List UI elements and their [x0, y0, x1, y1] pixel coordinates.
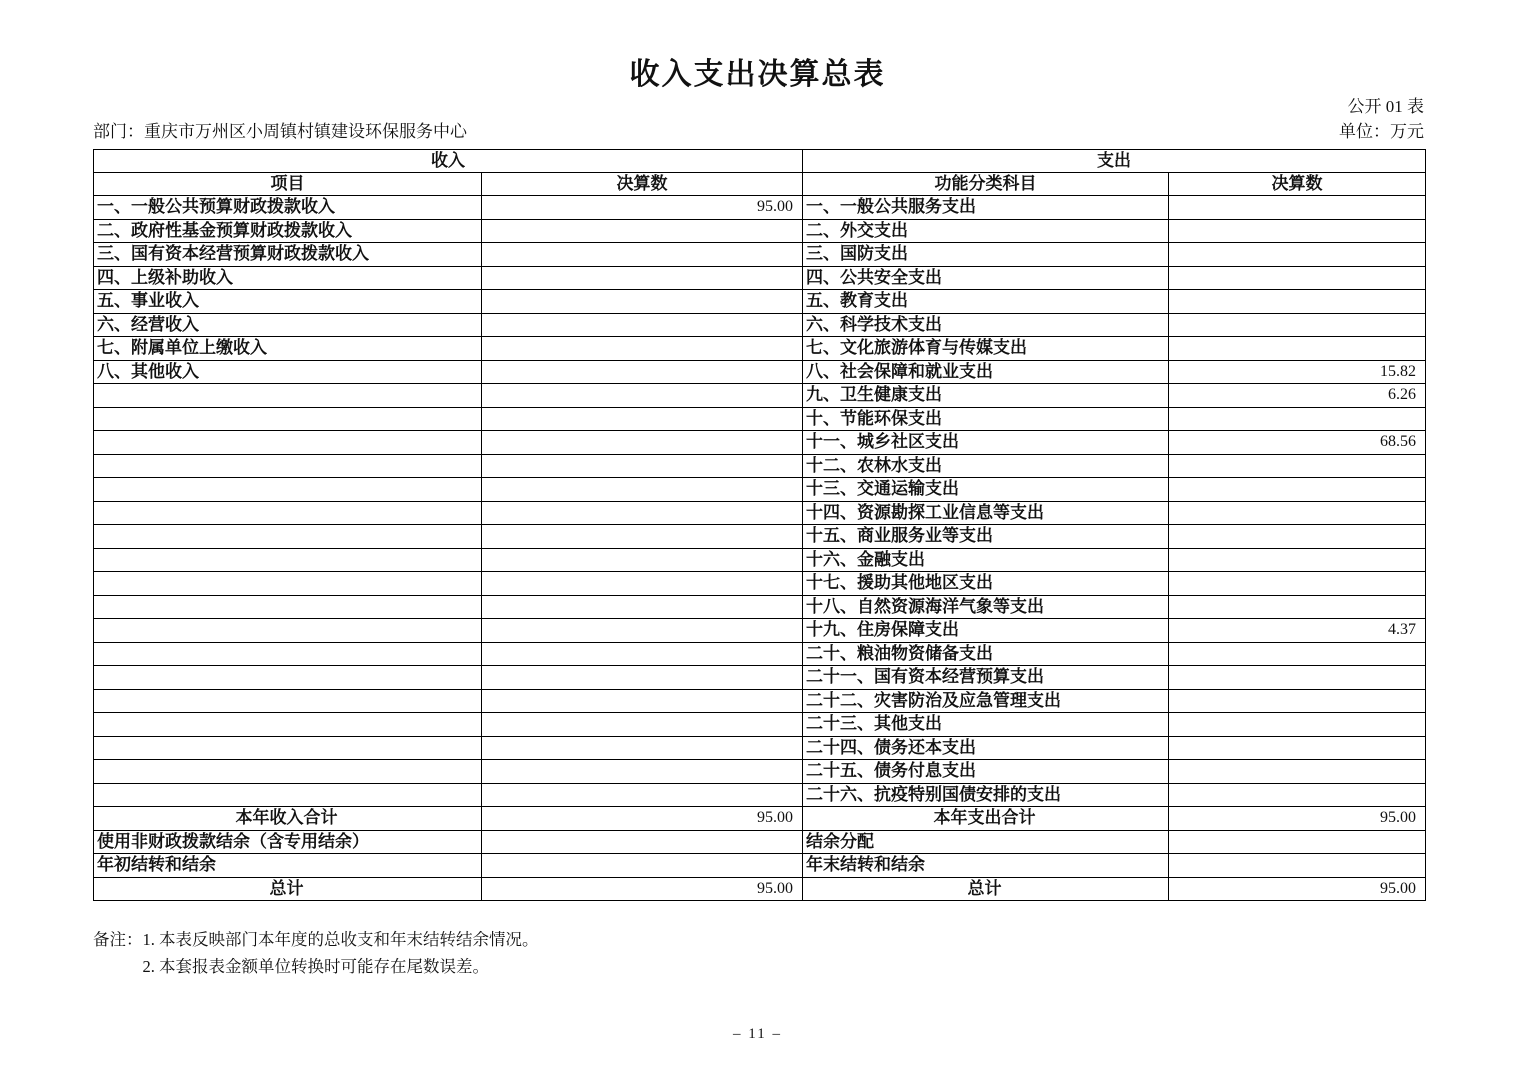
table-row [94, 689, 1426, 713]
table-row [94, 619, 1426, 643]
unit-label: 单位：万元 [1339, 122, 1424, 141]
income-value-cell [482, 501, 803, 525]
note-line: 2. 本套报表金额单位转换时可能存在尾数误差。 [142, 957, 489, 976]
table-row [94, 595, 1426, 619]
income-value-cell [482, 431, 803, 455]
table-row [94, 337, 1426, 361]
income-value-cell: 95.00 [482, 196, 803, 220]
expense-item-cell: 十八、自然资源海洋气象等支出 [803, 595, 1169, 619]
table-row [94, 877, 1426, 901]
expense-item-cell: 二十五、债务付息支出 [803, 760, 1169, 784]
income-item-cell [94, 431, 482, 455]
income-item-cell: 使用非财政拨款结余（含专用结余） [94, 830, 482, 854]
expense-value-cell [1169, 313, 1426, 337]
expense-value-cell [1169, 219, 1426, 243]
department-label: 部门：重庆市万州区小周镇村镇建设环保服务中心 [93, 122, 467, 141]
expense-value-cell [1169, 243, 1426, 267]
expense-item-cell: 一、一般公共服务支出 [803, 196, 1169, 220]
expense-item-cell: 十四、资源勘探工业信息等支出 [803, 501, 1169, 525]
income-value-cell [482, 290, 803, 314]
income-item-cell [94, 783, 482, 807]
income-item-cell [94, 619, 482, 643]
expense-item-cell: 总计 [803, 877, 1169, 901]
notes-label: 备注： [93, 930, 143, 949]
notes-lines [143, 926, 539, 980]
income-item-cell [94, 501, 482, 525]
income-value-cell [482, 572, 803, 596]
table-row [94, 525, 1426, 549]
table-row [94, 807, 1426, 831]
table-row [94, 713, 1426, 737]
expense-value-cell: 4.37 [1169, 619, 1426, 643]
income-item-cell [94, 713, 482, 737]
table-row [94, 431, 1426, 455]
expense-value-cell [1169, 595, 1426, 619]
expense-item-cell: 十五、商业服务业等支出 [803, 525, 1169, 549]
expense-item-cell: 本年支出合计 [803, 807, 1169, 831]
income-item-cell [94, 525, 482, 549]
income-value-cell [482, 830, 803, 854]
note-line: 1. 本表反映部门本年度的总收支和年末结转结余情况。 [142, 930, 539, 949]
column-header-row [94, 173, 1426, 196]
income-value-cell [482, 266, 803, 290]
income-value-cell [482, 713, 803, 737]
income-value-cell: 95.00 [482, 807, 803, 831]
income-item-cell [94, 736, 482, 760]
expense-item-cell: 八、社会保障和就业支出 [803, 360, 1169, 384]
form-code-label: 公开 01 表 [1347, 97, 1424, 116]
income-item-cell [94, 760, 482, 784]
expense-value-cell [1169, 407, 1426, 431]
expense-item-cell: 三、国防支出 [803, 243, 1169, 267]
income-value-cell [482, 219, 803, 243]
expense-item-cell: 十一、城乡社区支出 [803, 431, 1169, 455]
budget-summary-table [93, 149, 1426, 901]
expense-value-cell: 15.82 [1169, 360, 1426, 384]
table-row [94, 736, 1426, 760]
income-item-cell: 五、事业收入 [94, 290, 482, 314]
expense-value-cell [1169, 830, 1426, 854]
expense-item-cell: 十三、交通运输支出 [803, 478, 1169, 502]
income-value-cell [482, 666, 803, 690]
expense-item-cell: 十六、金融支出 [803, 548, 1169, 572]
income-section-header: 收入 [94, 150, 803, 173]
expense-value-cell [1169, 548, 1426, 572]
expense-value-cell [1169, 713, 1426, 737]
table-row [94, 313, 1426, 337]
table-row [94, 830, 1426, 854]
expense-item-cell: 二十四、债务还本支出 [803, 736, 1169, 760]
expense-value-column-header: 决算数 [1169, 173, 1426, 196]
income-value-cell: 95.00 [482, 877, 803, 901]
income-item-cell [94, 666, 482, 690]
table-row [94, 454, 1426, 478]
table-row [94, 360, 1426, 384]
income-item-cell: 八、其他收入 [94, 360, 482, 384]
income-item-cell [94, 642, 482, 666]
table-row [94, 407, 1426, 431]
expense-value-cell [1169, 478, 1426, 502]
expense-item-cell: 七、文化旅游体育与传媒支出 [803, 337, 1169, 361]
expense-item-cell: 六、科学技术支出 [803, 313, 1169, 337]
income-item-cell: 六、经营收入 [94, 313, 482, 337]
expense-value-cell [1169, 525, 1426, 549]
expense-value-cell [1169, 572, 1426, 596]
income-item-cell [94, 548, 482, 572]
income-value-cell [482, 384, 803, 408]
income-value-cell [482, 689, 803, 713]
income-value-column-header: 决算数 [482, 173, 803, 196]
table-row [94, 642, 1426, 666]
expense-item-cell: 五、教育支出 [803, 290, 1169, 314]
table-row [94, 196, 1426, 220]
income-value-cell [482, 313, 803, 337]
section-header-row [94, 150, 1426, 173]
income-value-cell [482, 854, 803, 878]
expense-value-cell: 95.00 [1169, 877, 1426, 901]
income-item-cell: 四、上级补助收入 [94, 266, 482, 290]
expense-item-cell: 十、节能环保支出 [803, 407, 1169, 431]
income-value-cell [482, 454, 803, 478]
income-value-cell [482, 783, 803, 807]
income-value-cell [482, 642, 803, 666]
income-item-cell [94, 689, 482, 713]
table-row [94, 290, 1426, 314]
income-item-cell [94, 407, 482, 431]
expense-item-cell: 四、公共安全支出 [803, 266, 1169, 290]
expense-item-cell: 十七、援助其他地区支出 [803, 572, 1169, 596]
page-number: – 11 – [733, 1026, 782, 1042]
income-item-cell: 年初结转和结余 [94, 854, 482, 878]
income-item-cell [94, 572, 482, 596]
expense-item-cell: 二、外交支出 [803, 219, 1169, 243]
income-value-cell [482, 407, 803, 431]
income-item-cell [94, 454, 482, 478]
table-row [94, 266, 1426, 290]
expense-value-cell [1169, 454, 1426, 478]
income-item-cell: 总计 [94, 877, 482, 901]
income-item-cell [94, 595, 482, 619]
expense-value-cell [1169, 196, 1426, 220]
expense-value-cell: 6.26 [1169, 384, 1426, 408]
income-value-cell [482, 619, 803, 643]
expense-item-cell: 十九、住房保障支出 [803, 619, 1169, 643]
expense-item-cell: 九、卫生健康支出 [803, 384, 1169, 408]
income-item-cell: 七、附属单位上缴收入 [94, 337, 482, 361]
table-row [94, 572, 1426, 596]
table-row [94, 783, 1426, 807]
income-value-cell [482, 478, 803, 502]
expense-value-cell [1169, 666, 1426, 690]
expense-section-header: 支出 [803, 150, 1426, 173]
expense-value-cell [1169, 760, 1426, 784]
income-value-cell [482, 595, 803, 619]
income-item-cell: 二、政府性基金预算财政拨款收入 [94, 219, 482, 243]
expense-value-cell: 68.56 [1169, 431, 1426, 455]
expense-value-cell [1169, 854, 1426, 878]
income-item-cell [94, 384, 482, 408]
table-row [94, 478, 1426, 502]
table-row [94, 501, 1426, 525]
expense-value-cell [1169, 783, 1426, 807]
table-row [94, 760, 1426, 784]
expense-value-cell [1169, 736, 1426, 760]
page-title: 收入支出决算总表 [629, 58, 886, 91]
table-row [94, 666, 1426, 690]
income-value-cell [482, 736, 803, 760]
income-value-cell [482, 760, 803, 784]
income-value-cell [482, 243, 803, 267]
expense-item-cell: 十二、农林水支出 [803, 454, 1169, 478]
expense-value-cell [1169, 642, 1426, 666]
table-body [94, 196, 1426, 901]
income-value-cell [482, 548, 803, 572]
table-row [94, 854, 1426, 878]
expense-item-cell: 二十三、其他支出 [803, 713, 1169, 737]
income-item-cell: 本年收入合计 [94, 807, 482, 831]
expense-value-cell [1169, 337, 1426, 361]
expense-value-cell [1169, 266, 1426, 290]
income-item-cell [94, 478, 482, 502]
expense-item-column-header: 功能分类科目 [803, 173, 1169, 196]
expense-value-cell [1169, 501, 1426, 525]
expense-value-cell: 95.00 [1169, 807, 1426, 831]
income-value-cell [482, 525, 803, 549]
expense-item-cell: 年末结转和结余 [803, 854, 1169, 878]
notes-block [93, 926, 539, 980]
expense-item-cell: 二十六、抗疫特别国债安排的支出 [803, 783, 1169, 807]
income-item-column-header: 项目 [94, 173, 482, 196]
expense-value-cell [1169, 689, 1426, 713]
table-row [94, 243, 1426, 267]
income-item-cell: 三、国有资本经营预算财政拨款收入 [94, 243, 482, 267]
income-value-cell [482, 337, 803, 361]
table-row [94, 548, 1426, 572]
expense-item-cell: 结余分配 [803, 830, 1169, 854]
table-row [94, 384, 1426, 408]
table-row [94, 219, 1426, 243]
expense-value-cell [1169, 290, 1426, 314]
income-item-cell: 一、一般公共预算财政拨款收入 [94, 196, 482, 220]
income-value-cell [482, 360, 803, 384]
expense-item-cell: 二十一、国有资本经营预算支出 [803, 666, 1169, 690]
expense-item-cell: 二十、粮油物资储备支出 [803, 642, 1169, 666]
expense-item-cell: 二十二、灾害防治及应急管理支出 [803, 689, 1169, 713]
